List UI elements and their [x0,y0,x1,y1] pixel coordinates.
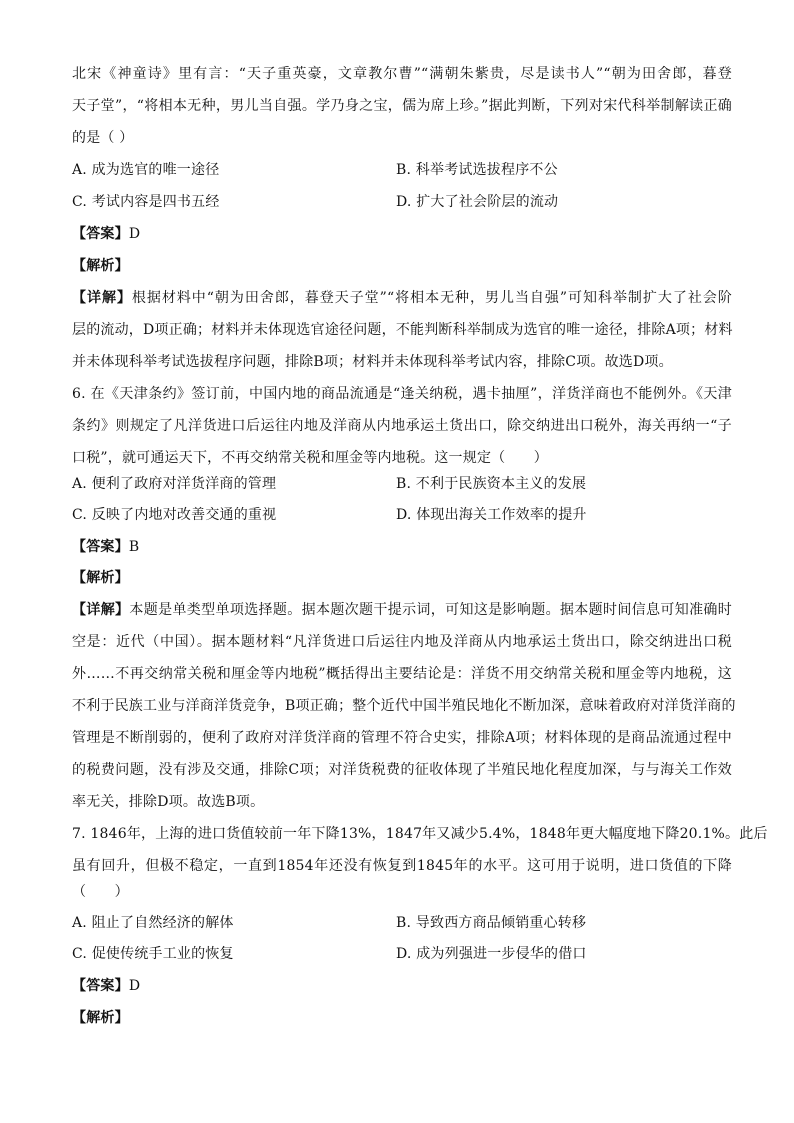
q7-analysis-heading [72,1008,732,1028]
q6-option-a: A. 便利了政府对洋货洋商的管理 [72,476,277,492]
q6-options-row-2 [72,505,732,525]
q6-option-d: D. 体现出海关工作效率的提升 [396,507,587,523]
analysis-tag: 【解析】 [72,1010,129,1026]
q6-detail-line-4: 不利于民族工业与洋商洋货竞争，B项正确；整个近代中国半殖民地化不断加深，意味着政府对洋货洋商的 [72,698,736,714]
answer-tag: 【答案】 [72,978,129,994]
answer-tag: 【答案】 [72,226,129,242]
q6-stem-line-1: 6. 在《天津条约》签订前，中国内地的商品流通是“逢关纳税，遇卡抽厘”，洋货洋商也不能例外。《天津 [72,386,732,402]
q5-option-c: C. 考试内容是四书五经 [72,194,220,210]
q6-option-c: C. 反映了内地对改善交通的重视 [72,507,277,523]
q6-detail-line-2: 空是：近代（中国）。据本题材料“凡洋货进口后运往内地及洋商从内地承运土货出口，除交纳进出口税 [72,634,732,650]
q5-stem-line-3: 的是（ ） [72,130,134,146]
q5-options-row-1 [72,160,732,180]
q5-stem-line-2: 天子堂”，“将相本无种，男儿当自强。学乃身之宝，儒为席上珍。”据此判断，下列对宋代科举制解读正确 [72,98,732,114]
q7-answer [72,976,732,996]
q6-analysis-heading [72,568,732,588]
q7-stem-line-3: （ ） [72,884,129,900]
q6-detail-line-6: 的税费问题，没有涉及交通，排除C项；对洋货税费的征收体现了半殖民地化程度加深，与与海关工作效 [72,762,732,778]
q6-detail-line-1 [72,600,732,620]
q6-detail-line-7: 率无关，排除D项。故选B项。 [72,794,265,810]
q5-analysis-heading [72,256,732,276]
q5-detail-line-3: 并未体现科举考试选拔程序问题，排除B项；材料并未体现科举考试内容，排除C项。故选D项。 [72,354,673,370]
q5-option-b: B. 科举考试选拔程序不公 [396,162,558,178]
detail-tag: 【详解】 [72,290,132,306]
q6-option-b: B. 不利于民族资本主义的发展 [396,476,587,492]
q6-detail-line-3: 外……不再交纳常关税和厘金等内地税”概括得出主要结论是：洋货不用交纳常关税和厘金等内地税，这 [72,666,732,682]
q6-detail-line-5: 管理是不断削弱的，便利了政府对洋货洋商的管理不符合史实，排除A项；材料体现的是商品流通过程中 [72,730,732,746]
q6-stem-line-3: 口税”，就可通运天下，不再交纳常关税和厘金等内地税。这一规定（ ） [72,450,548,466]
q5-detail-line-2: 层的流动，D项正确；材料并未体现选官途径问题，不能判断科举制成为选官的唯一途径，排除A项；材料 [72,322,733,338]
q7-option-a: A. 阻止了自然经济的解体 [72,915,234,931]
q6-stem-line-2: 条约》则规定了凡洋货进口后运往内地及洋商从内地承运土货出口，除交纳进出口税外，海关再纳一“子 [72,418,732,434]
q5-stem-line-1: 北宋《神童诗》里有言：“天子重英豪，文章教尔曹”“满朝朱紫贵，尽是读书人”“朝为田舍郎，暮登 [72,66,732,82]
q7-option-b: B. 导致西方商品倾销重心转移 [396,915,587,931]
q7-stem-line-1: 7. 1846年，上海的进口货值较前一年下降13%，1847年又减少5.4%，1848年更大幅度地下降20.1%。此后 [72,826,768,842]
q5-options-row-2 [72,192,732,212]
q6-options-row-1 [72,474,732,494]
q6-answer [72,537,732,557]
detail-text: 根据材料中“朝为田舍郎，暮登天子堂”“将相本无种，男儿当自强”可知科举制扩大了社会阶 [131,290,732,306]
q5-option-a: A. 成为选官的唯一途径 [72,162,220,178]
analysis-tag: 【解析】 [72,258,129,274]
q7-stem-line-2: 虽有回升，但极不稳定，一直到1854年还没有恢复到1845年的水平。这可用于说明，进口货值的下降 [72,858,732,874]
detail-tag: 【详解】 [72,602,130,618]
answer-value: D [128,978,141,994]
answer-value: B [128,539,140,555]
q5-option-d: D. 扩大了社会阶层的流动 [396,194,559,210]
q7-option-d: D. 成为列强进一步侵华的借口 [396,946,587,962]
answer-value: D [128,226,141,242]
detail-text: 本题是单类型单项选择题。据本题次题干提示词，可知这是影响题。据本题时间信息可知准确时 [129,602,732,618]
analysis-tag: 【解析】 [72,570,129,586]
q5-detail-line-1 [72,288,732,308]
q7-options-row-1 [72,913,732,933]
q7-option-c: C. 促使传统手工业的恢复 [72,946,234,962]
answer-tag: 【答案】 [72,539,129,555]
q5-answer [72,224,732,244]
q7-options-row-2 [72,944,732,964]
